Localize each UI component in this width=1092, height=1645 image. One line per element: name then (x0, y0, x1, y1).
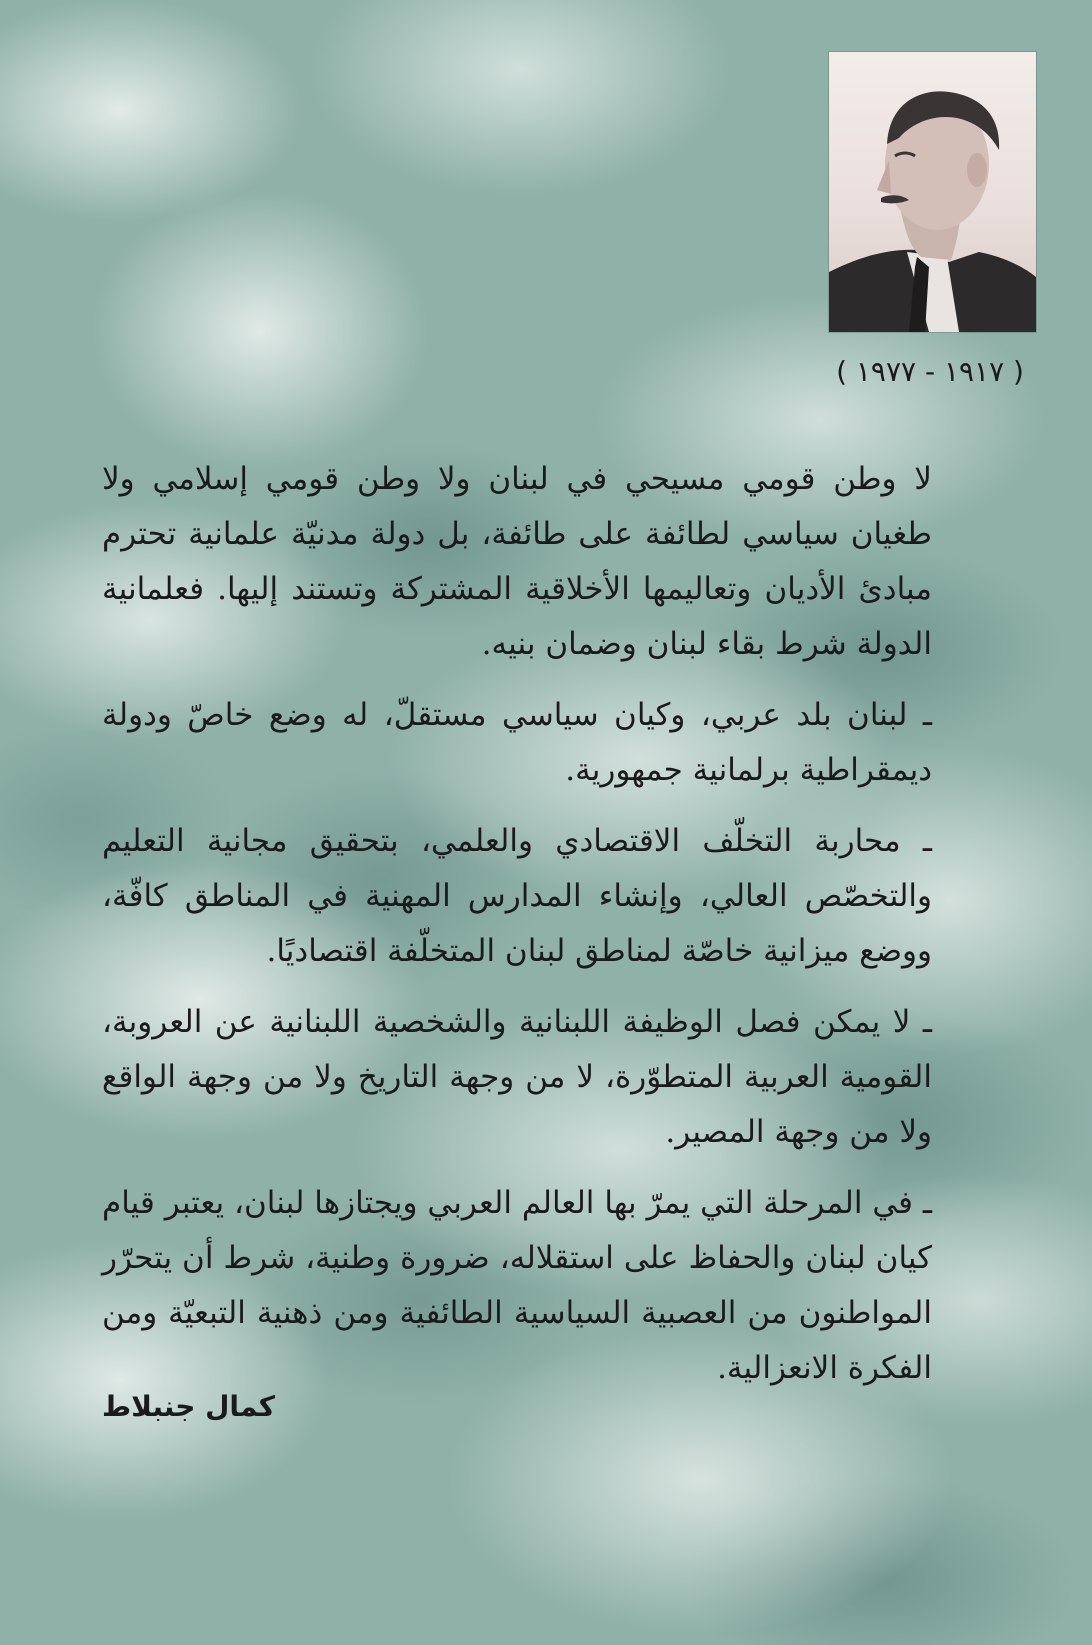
paragraph-secular-state: لا وطن قومي مسيحي في لبنان ولا وطن قومي إسلامي ولا طغيان سياسي لطائفة على طائفة، بل دولة مدنيّة علمانية تحترم مبادئ الأديان وتعاليمها الأخلاقية المشتركة وتستند إليها. فعلمانية الدولة شرط بقاء لبنان وضمان بنيه. (102, 461, 932, 662)
paragraph-independence: ـ في المرحلة التي يمرّ بها العالم العربي ويجتازها لبنان، يعتبر قيام كيان لبنان والحفاظ على استقلاله، ضرورة وطنية، شرط أن يتحرّر المواطنون من العصبية السياسية الطائفية ومن ذهنية التبعيّة ومن الفكرة الانعزالية. (102, 1185, 932, 1386)
portrait-illustration (829, 52, 1036, 332)
paragraph-arab-country: ـ لبنان بلد عربي، وكيان سياسي مستقلّ، له وضع خاصّ ودولة ديمقراطية برلمانية جمهورية. (102, 697, 932, 788)
author-portrait (829, 52, 1036, 332)
author-signature: كمال جنبلاط (102, 1390, 275, 1423)
paragraph-arabism: ـ لا يمكن فصل الوظيفة اللبنانية والشخصية اللبنانية عن العروبة، القومية العربية المتطوّرة، لا من وجهة التاريخ ولا من وجهة الواقع ولا من وجهة المصير. (102, 1004, 932, 1150)
lifespan-years: ( ١٩١٧ - ١٩٧٧ ) (836, 355, 1024, 388)
main-text (102, 452, 932, 1412)
paragraph-underdevelopment: ـ محاربة التخلّف الاقتصادي والعلمي، بتحقيق مجانية التعليم والتخصّص العالي، وإنشاء المدارس المهنية في المناطق كافّة، ووضع ميزانية خاصّة لمناطق لبنان المتخلّفة اقتصاديًا. (102, 823, 932, 969)
